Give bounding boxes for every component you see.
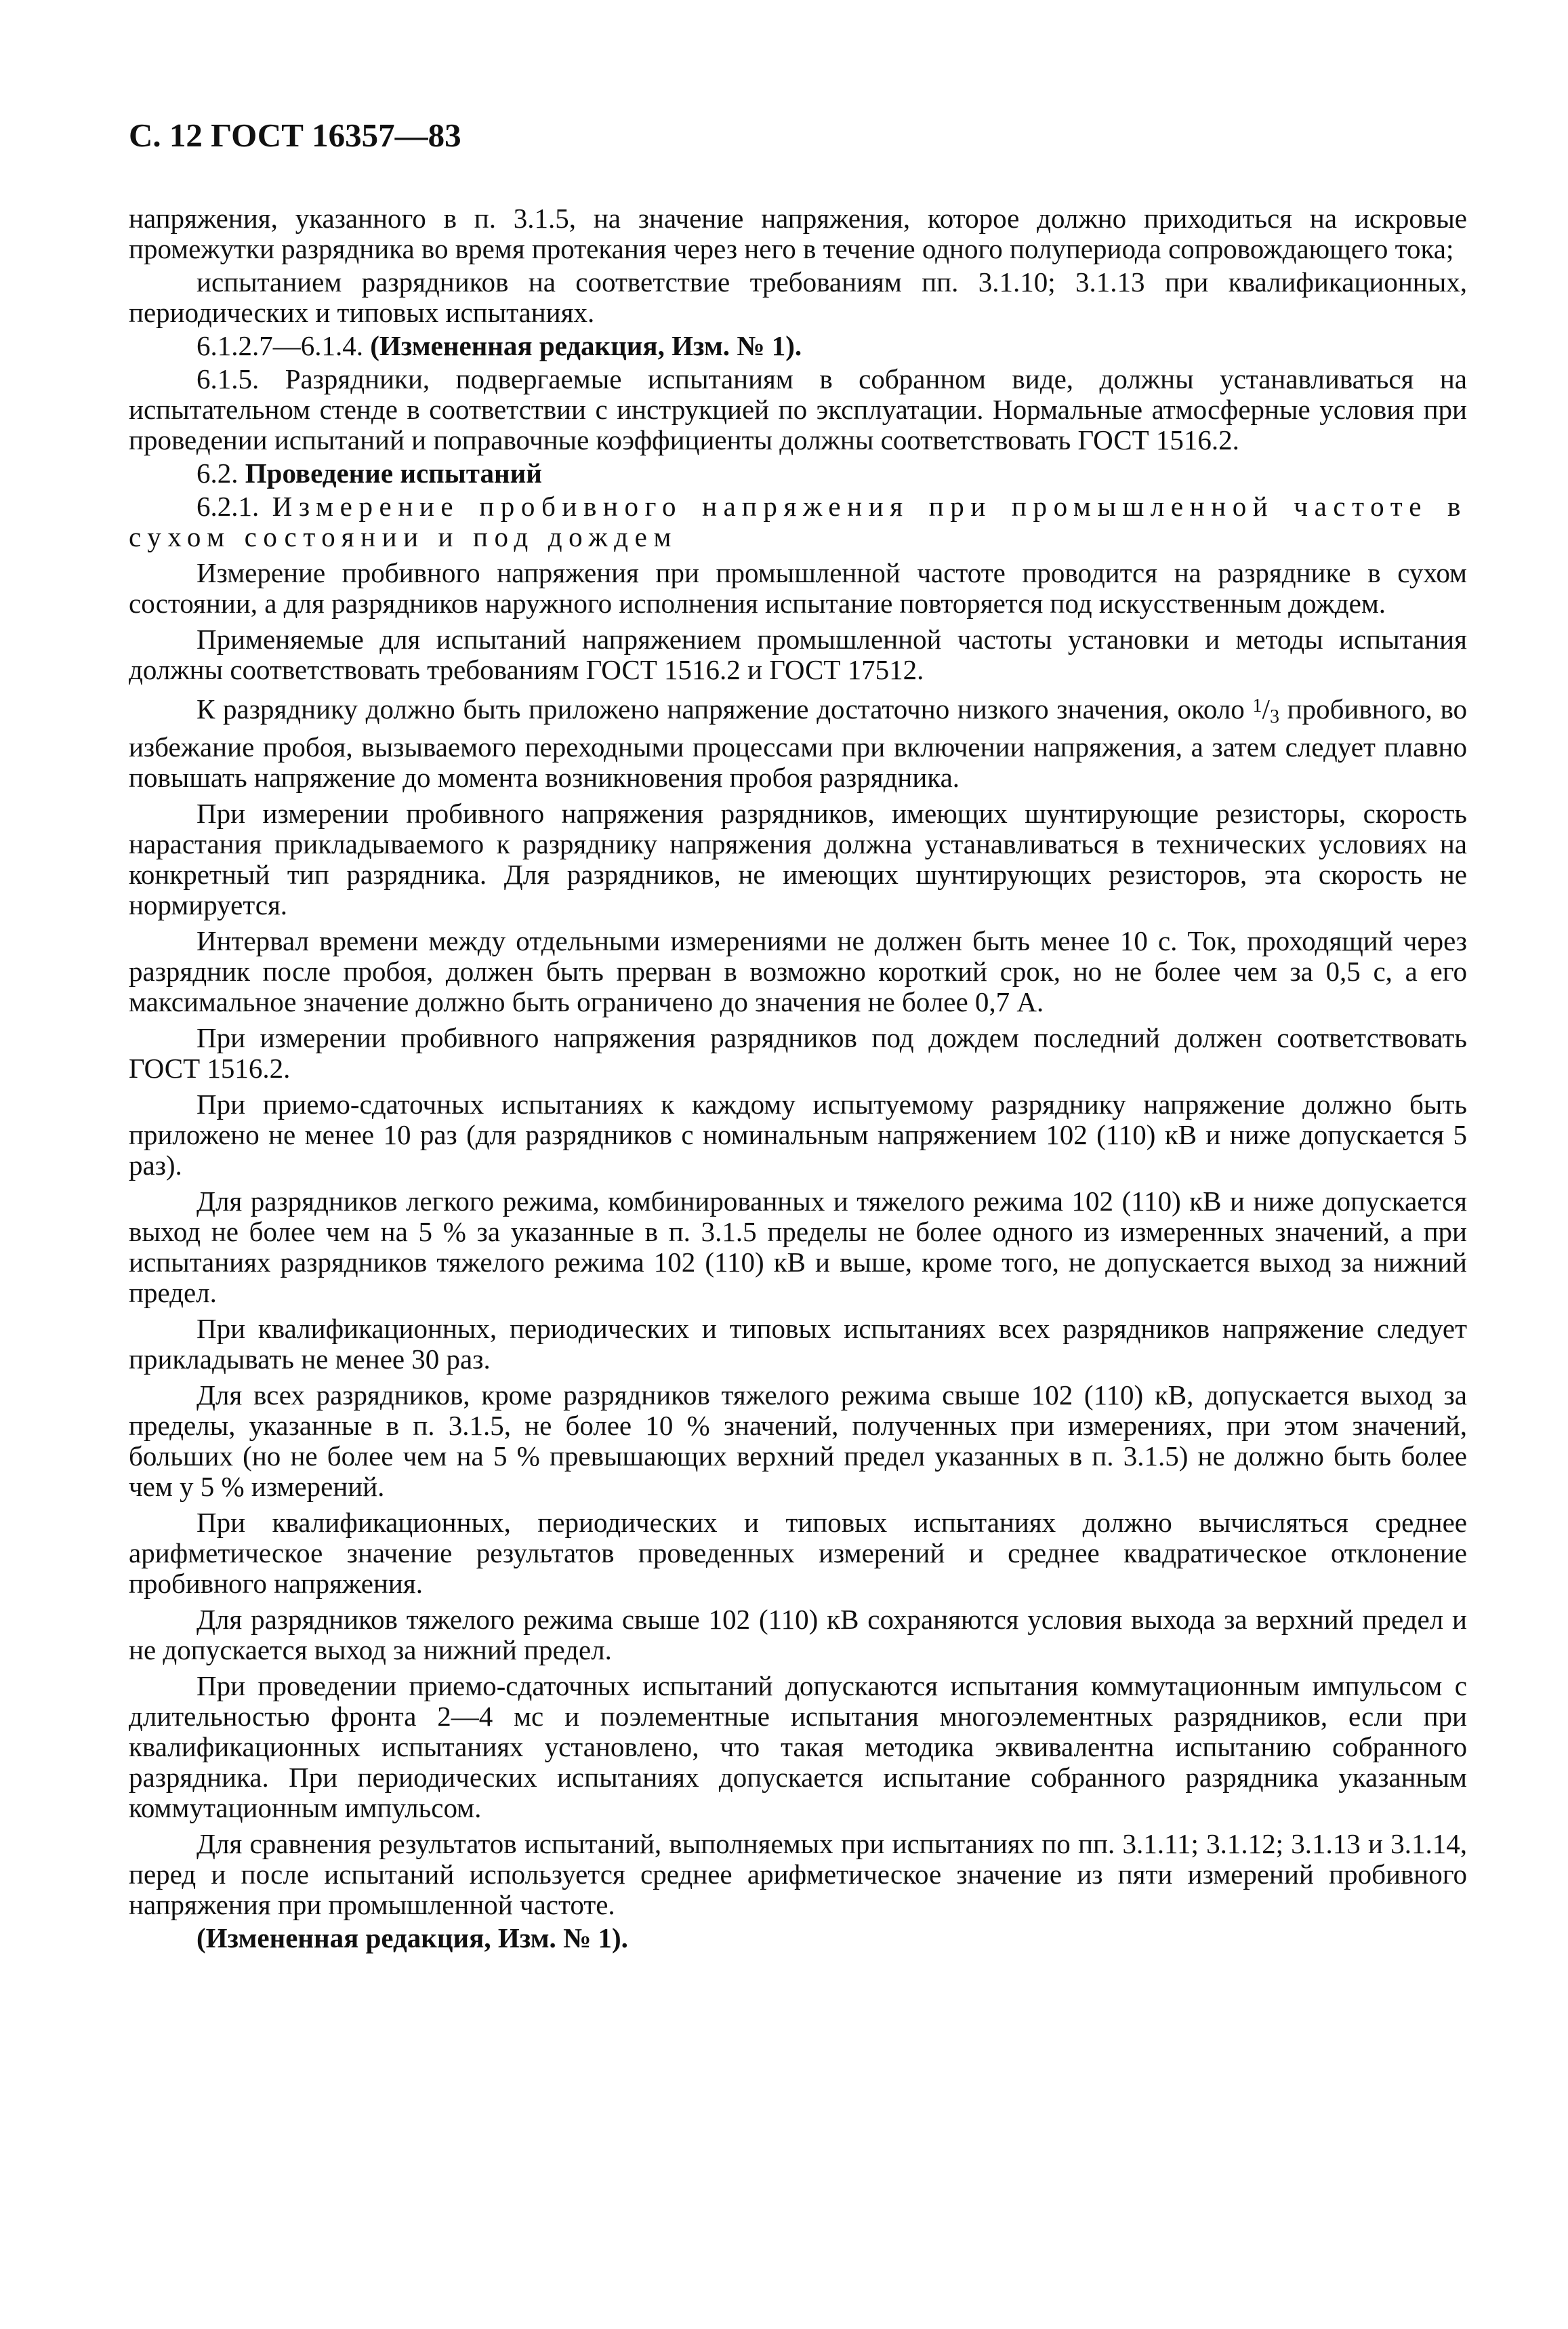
fraction-numerator: 1	[1252, 695, 1262, 716]
paragraph-30-times: При квалификационных, периодических и типовых испытаниях всех разрядников напряжение следует прикладывать не менее 30 раз.	[129, 1313, 1467, 1375]
paragraph-shunt-resistors: При измерении пробивного напряжения разрядников, имеющих шунтирующие резисторы, скорость нарастания прикладываемого к разряднику напряжения должна устанавливаться в технических условиях на конкретный тип разрядника. Для разрядников, не имеющих шунтирующих резисторов, эта скорость не нормируется.	[129, 798, 1467, 920]
fraction-denominator: 3	[1269, 706, 1279, 727]
paragraph-qualification-tests: испытанием разрядников на соответствие требованиям пп. 3.1.10; 3.1.13 при квалификационных, периодических и типовых испытаниях.	[129, 266, 1467, 328]
paragraph-amendment-6-1-2-7	[129, 331, 1467, 361]
paragraph-light-mode: Для разрядников легкого режима, комбинированных и тяжелого режима 102 (110) кВ и ниже допускается выход не более чем на 5 % за указанные в п. 3.1.5 пределы не более одного из измеренных значений, а при испытаниях разрядников тяжелого режима 102 (110) кВ и выше, кроме того, не допускается выход за нижний предел.	[129, 1186, 1467, 1308]
section-title: Проведение испытаний	[245, 458, 542, 489]
paragraph-all-arresters: Для всех разрядников, кроме разрядников тяжелого режима свыше 102 (110) кВ, допускается выход за пределы, указанные в п. 3.1.5, не более 10 % значений, полученных при измерениях, при этом значений, больших (но не более чем на 5 % превышающих верхний предел указанных в п. 3.1.5) не должно быть более чем у 5 % измерений.	[129, 1379, 1467, 1502]
subsection-number: 6.2.1.	[197, 491, 260, 522]
paragraph-measurement: Измерение пробивного напряжения при промышленной частоте проводится на разряднике в сухом состоянии, а для разрядников наружного исполнения испытание повторяется под искусственным дождем.	[129, 557, 1467, 619]
paragraph-mean-value: При квалификационных, периодических и типовых испытаниях должно вычисляться среднее арифметическое значение результатов проведенных измерений и среднее квадратическое отклонение пробивного напряжения.	[129, 1507, 1467, 1599]
fraction-one-third	[1253, 693, 1279, 725]
paragraph-installations: Применяемые для испытаний напряжением промышленной частоты установки и методы испытания должны соответствовать требованиям ГОСТ 1516.2 и ГОСТ 17512.	[129, 624, 1467, 685]
paragraph-final-amendment	[129, 1923, 1467, 1953]
fraction-slash: /	[1262, 693, 1270, 725]
paragraph-rain-measurement: При измерении пробивного напряжения разрядников под дождем последний должен соответствовать ГОСТ 1516.2.	[129, 1022, 1467, 1084]
paragraph-time-interval: Интервал времени между отдельными измерениями не должен быть менее 10 с. Ток, проходящий через разрядник после пробоя, должен быть прерван в возможно короткий срок, но не более чем за 0,5 с, а его максимальное значение должно быть ограничено до значения не более 0,7 А.	[129, 925, 1467, 1017]
section-number: 6.2.	[197, 458, 239, 489]
paragraph-switching-impulse: При проведении приемо-сдаточных испытаний допускаются испытания коммутационным импульсом с длительностью фронта 2—4 мс и поэлементные испытания многоэлементных разрядников, если при квалификационных испытаниях установлено, что такая методика эквивалентна испытанию собранного разрядника. При периодических испытаниях допускается испытание собранного разрядника указанным коммутационным импульсом.	[129, 1670, 1467, 1823]
text-after-fraction: пробивного, во избежание пробоя, вызываемого переходными процессами при включении напряжения, а затем следует плавно повышать напряжение до момента возникновения пробоя разрядника.	[129, 693, 1468, 793]
subsection-heading-6-2-1	[129, 491, 1467, 552]
paragraph-voltage-application	[129, 691, 1467, 793]
section-heading-6-2	[129, 458, 1467, 489]
paragraph-acceptance-tests: При приемо-сдаточных испытаниях к каждому испытуемому разряднику напряжение должно быть приложено не менее 10 раз (для разрядников с номинальным напряжением 102 (110) кВ и ниже допускается 5 раз).	[129, 1089, 1467, 1181]
amendment-note: (Измененная редакция, Изм. № 1).	[370, 330, 802, 361]
clause-number: 6.1.2.7—6.1.4.	[197, 330, 363, 361]
paragraph-comparison: Для сравнения результатов испытаний, выполняемых при испытаниях по пп. 3.1.11; 3.1.12; 3.1.13 и 3.1.14, перед и после испытаний используется среднее арифметическое значение из пяти измерений пробивного напряжения при промышленной частоте.	[129, 1828, 1467, 1920]
paragraph-continuation: напряжения, указанного в п. 3.1.5, на значение напряжения, которое должно приходиться на искровые промежутки разрядника во время протекания через него в течение одного полупериода сопровождающего тока;	[129, 203, 1467, 264]
subsection-title: Измерение пробивного напряжения при промышленной частоте в сухом состоянии и под дождем	[129, 491, 1467, 552]
page-header: С. 12 ГОСТ 16357—83	[129, 117, 461, 154]
paragraph-6-1-5: 6.1.5. Разрядники, подвергаемые испытаниям в собранном виде, должны устанавливаться на испытательном стенде в соответствии с инструкцией по эксплуатации. Нормальные атмосферные условия при проведении испытаний и поправочные коэффициенты должны соответствовать ГОСТ 1516.2.	[129, 363, 1467, 455]
paragraph-heavy-mode: Для разрядников тяжелого режима свыше 102 (110) кВ сохраняются условия выхода за верхний предел и не допускается выход за нижний предел.	[129, 1604, 1467, 1665]
document-page	[129, 115, 1467, 1956]
text-before-fraction: К разряднику должно быть приложено напряжение достаточно низкого значения, около	[197, 693, 1245, 725]
final-amendment-note: (Измененная редакция, Изм. № 1).	[197, 1922, 628, 1953]
